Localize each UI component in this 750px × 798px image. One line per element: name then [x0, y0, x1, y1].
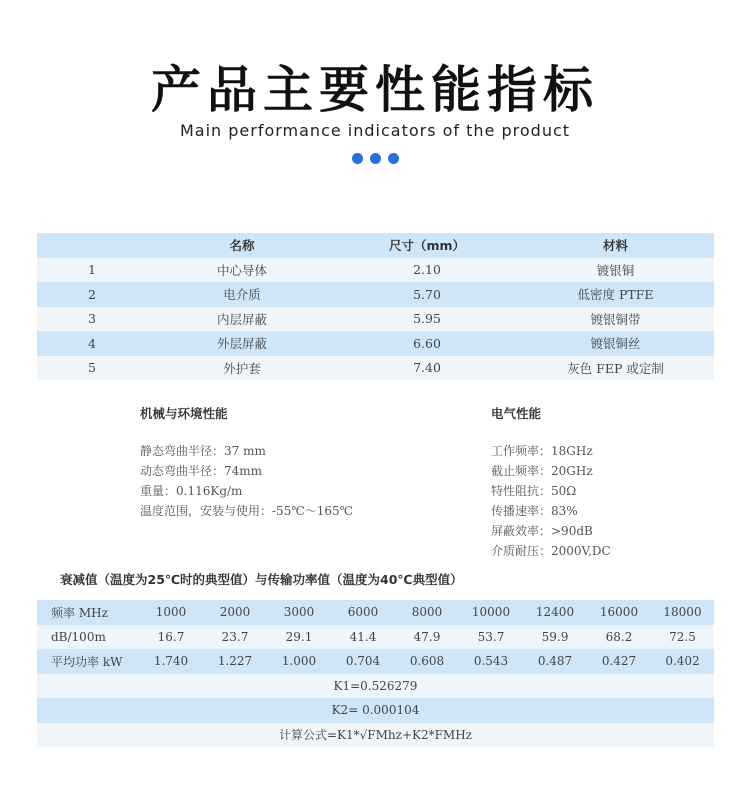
list-item: 动态弯曲半径：74mm [140, 464, 263, 478]
table-cell: 镀银铜带 [590, 311, 641, 327]
electrical-heading: 电气性能 [491, 406, 542, 421]
table-cell: 5.70 [413, 286, 441, 302]
structure-table [37, 233, 714, 380]
table-cell: 0.704 [345, 654, 381, 669]
table-row [37, 600, 714, 625]
table-header-cell [37, 233, 147, 258]
attenuation-title: 衰减值（温度为25℃时的典型值）与传输功率值（温度为40℃典型值） [60, 572, 463, 587]
table-cell: 0.543 [473, 654, 509, 669]
list-item: 温度范围，安装与使用：-55℃～165℃ [140, 504, 354, 518]
table-cell: 1000 [155, 605, 187, 620]
list-item: 静态弯曲半径：37 mm [140, 444, 266, 458]
k1-cell: K1=0.526279 [333, 678, 418, 693]
list-item: 屏蔽效率：>90dB [491, 524, 593, 538]
table-cell: 3000 [283, 605, 315, 620]
list-item: 特性阻抗：50Ω [491, 484, 577, 498]
table-cell: 16.7 [157, 629, 185, 644]
table-cell: 1 [88, 262, 96, 278]
list-item: 介质耐压：2000V,DC [491, 544, 611, 558]
table-cell: 8000 [411, 605, 443, 620]
table-cell: 外层屏蔽 [216, 336, 267, 352]
table-cell: 0.487 [537, 654, 573, 669]
table-row [37, 258, 714, 283]
table-cell: dB/100m [51, 629, 106, 644]
dot-icon [352, 153, 363, 164]
table-header-cell: 尺寸（mm） [388, 238, 466, 254]
list-item: 传播速率：83% [491, 504, 578, 518]
electrical-list [491, 441, 611, 561]
table-header-row [37, 233, 714, 258]
table-cell: 2.10 [413, 262, 441, 278]
table-header-cell: 名称 [229, 238, 255, 254]
table-row [37, 331, 714, 356]
list-item: 截止频率：20GHz [491, 464, 593, 478]
table-cell: 镀银铜 [596, 262, 635, 278]
k2-cell: K2= 0.000104 [331, 703, 420, 718]
table-cell: 6.60 [413, 335, 441, 351]
table-cell: 18000 [663, 605, 702, 620]
mechanical-heading: 机械与环境性能 [140, 406, 228, 421]
table-row [37, 307, 714, 332]
table-cell: 29.1 [285, 629, 313, 644]
page-subtitle: Main performance indicators of the product [179, 121, 571, 140]
table-cell: 16000 [599, 605, 639, 620]
table-cell: 68.2 [605, 629, 633, 644]
decorative-dots [0, 153, 750, 164]
table-cell: 外护套 [223, 360, 261, 376]
list-item: 重量：0.116Kg/m [140, 484, 243, 498]
table-cell: 1.227 [217, 654, 253, 669]
table-row [37, 625, 714, 650]
table-cell: 1.000 [281, 654, 317, 669]
table-cell: 5 [88, 360, 96, 376]
table-cell: 23.7 [221, 629, 249, 644]
table-cell: 41.4 [349, 629, 377, 644]
table-row [37, 649, 714, 674]
table-cell: 5.95 [413, 311, 441, 327]
page-title: 产品主要性能指标 [151, 61, 599, 119]
table-cell: 0.427 [601, 654, 637, 669]
table-cell: 频率 MHz [51, 605, 108, 620]
table-cell: 59.9 [541, 629, 569, 644]
list-item: 工作频率：18GHz [491, 444, 593, 458]
table-row [37, 723, 714, 748]
table-cell: 12400 [535, 605, 575, 620]
table-row [37, 282, 714, 307]
table-cell: 内层屏蔽 [216, 311, 267, 327]
table-cell: 53.7 [477, 629, 505, 644]
table-cell: 低密度 PTFE [577, 287, 654, 303]
dot-icon [370, 153, 381, 164]
table-cell: 47.9 [413, 629, 441, 644]
table-cell: 72.5 [669, 629, 696, 644]
table-cell: 3 [88, 311, 96, 327]
table-row [37, 356, 714, 381]
table-row [37, 698, 714, 723]
table-cell: 灰色 FEP 或定制 [567, 360, 664, 376]
table-header-cell: 材料 [602, 238, 628, 254]
table-cell: 中心导体 [216, 262, 267, 278]
table-cell: 7.40 [413, 360, 441, 376]
dot-icon [388, 153, 399, 164]
table-cell: 电介质 [223, 287, 261, 303]
attenuation-table [37, 600, 714, 747]
formula-cell: 计算公式=K1*√FMhz+K2*FMHz [278, 728, 473, 743]
mechanical-list [140, 441, 353, 521]
table-cell: 1.740 [153, 654, 189, 669]
table-cell: 10000 [471, 605, 511, 620]
table-cell: 0.608 [409, 654, 445, 669]
table-cell: 4 [88, 335, 96, 351]
table-cell: 镀银铜丝 [590, 336, 641, 352]
table-cell: 6000 [347, 605, 379, 620]
table-cell: 平均功率 kW [51, 654, 123, 669]
table-cell: 2000 [219, 605, 251, 620]
table-cell: 2 [88, 286, 96, 302]
table-row [37, 674, 714, 699]
table-cell: 0.402 [665, 654, 700, 669]
